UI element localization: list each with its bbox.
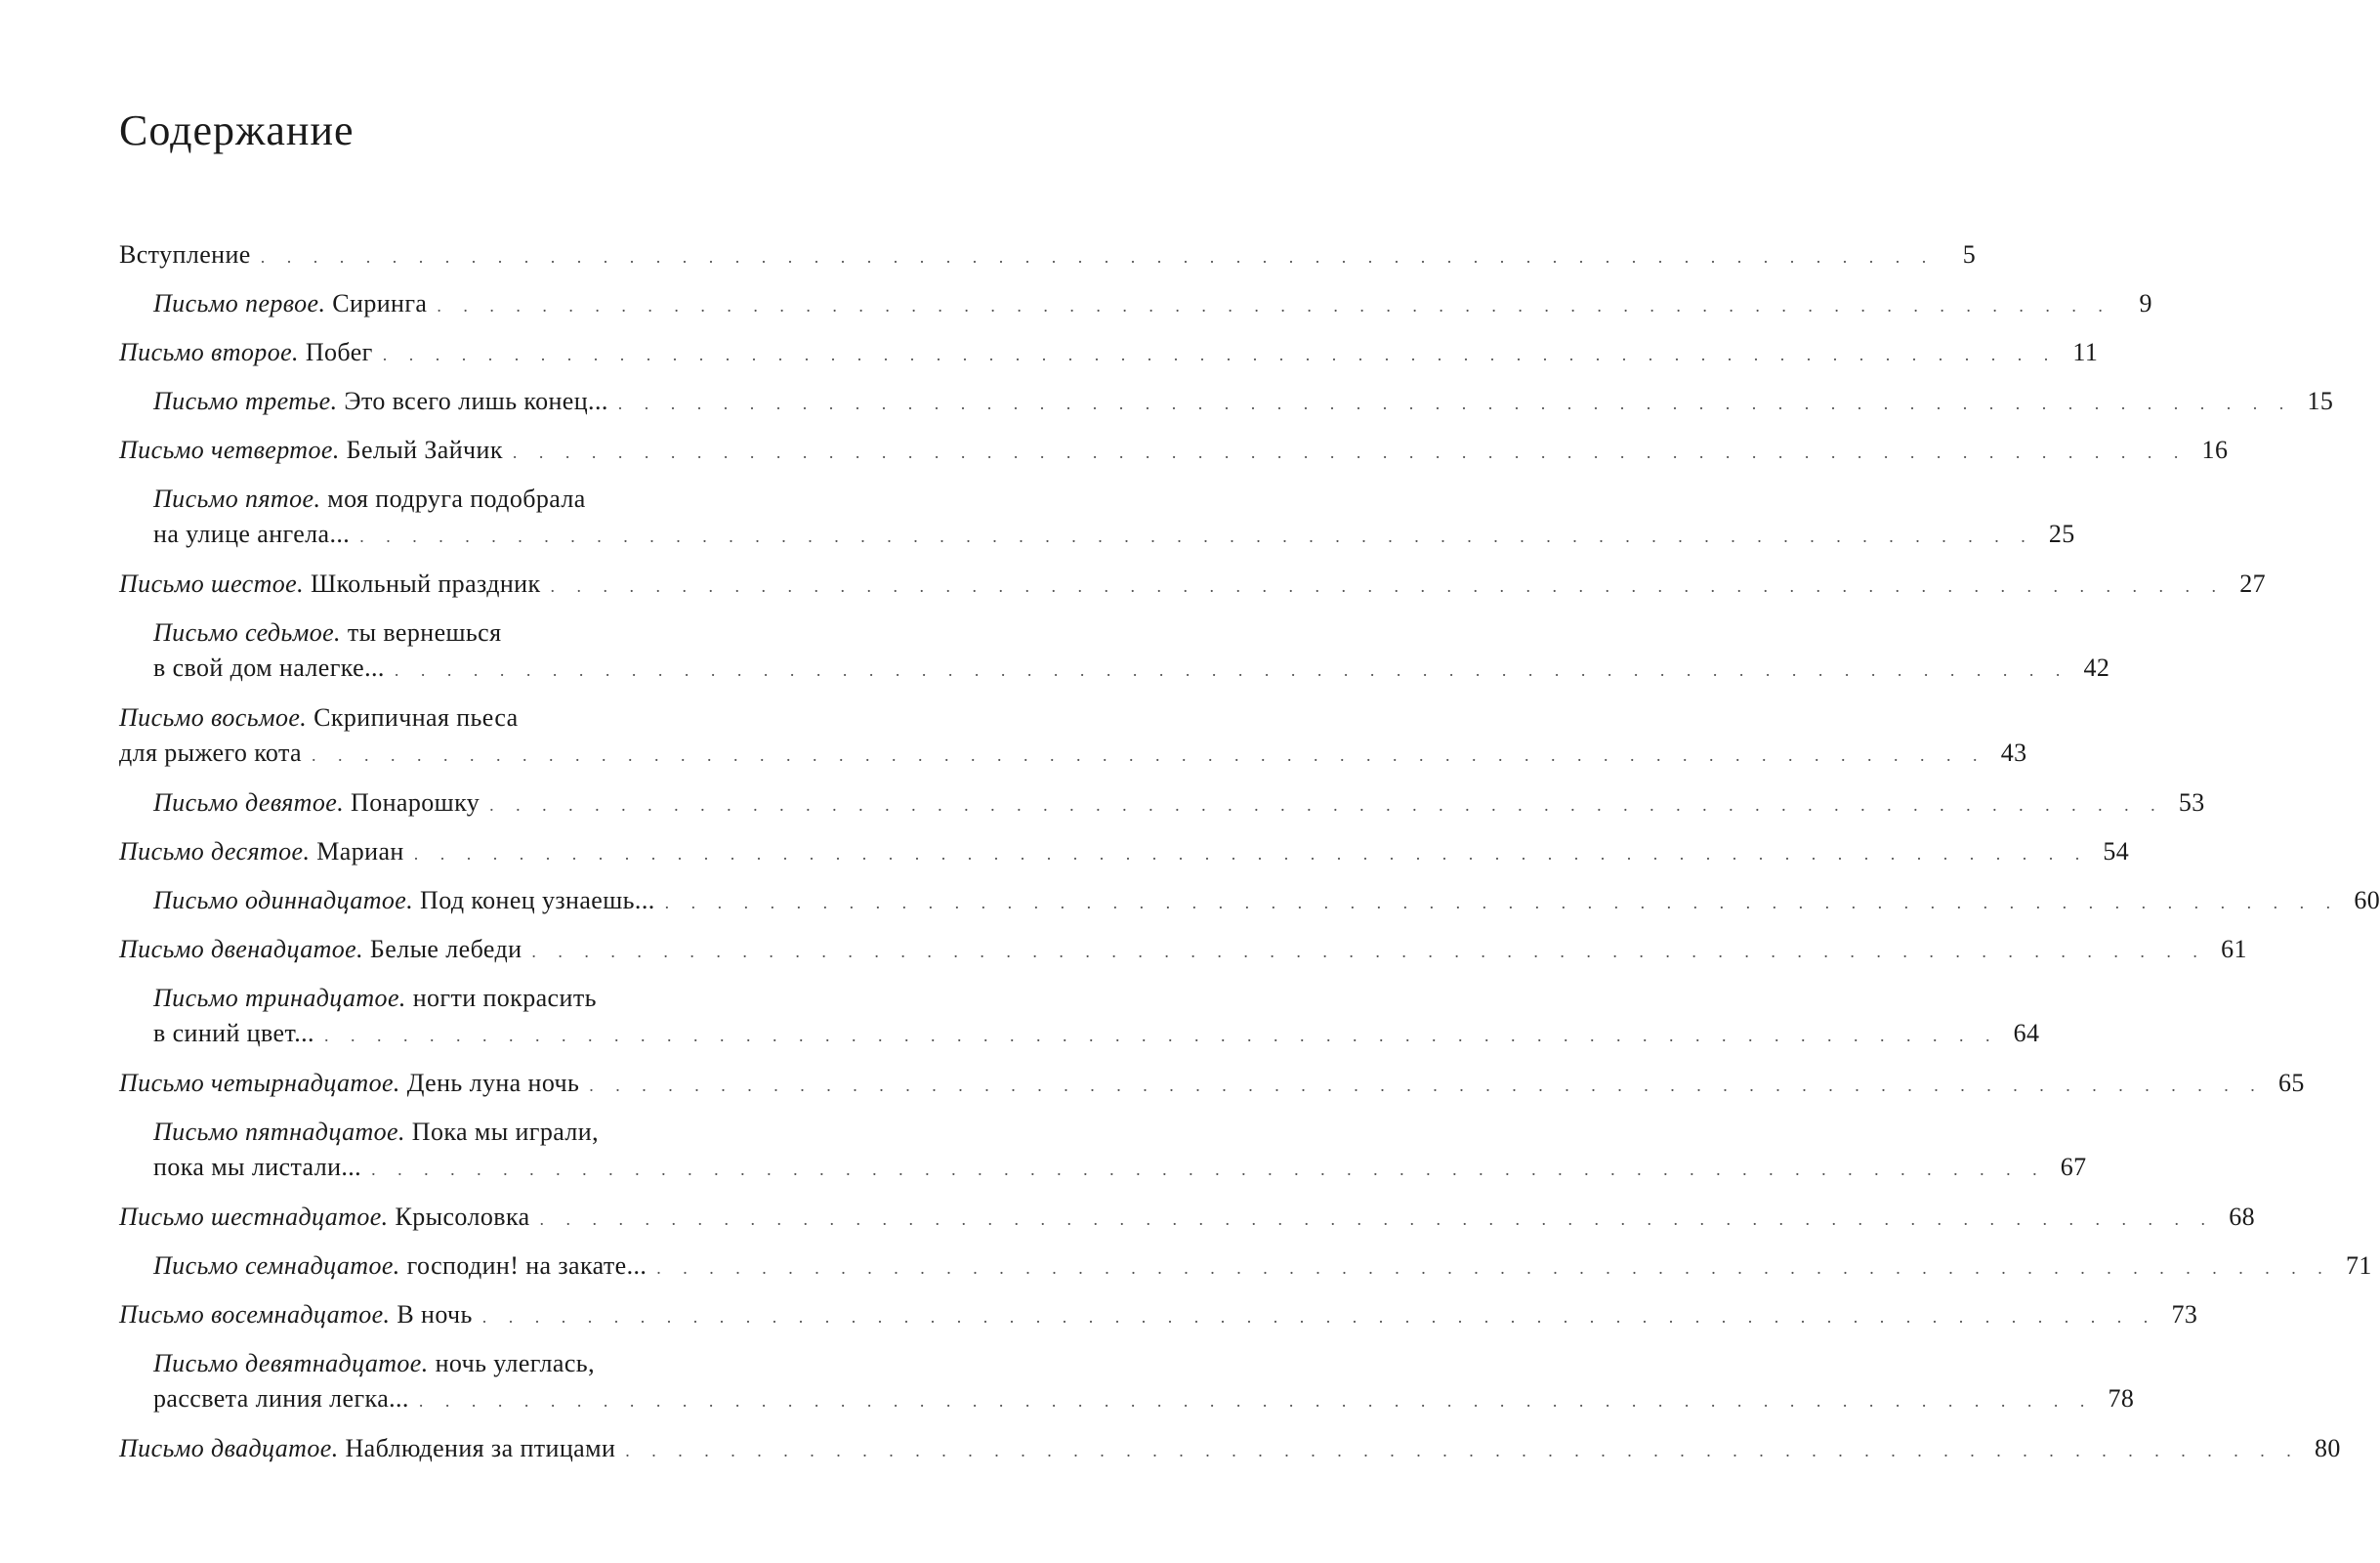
entry-title: Это всего лишь конец... xyxy=(344,387,608,415)
page-number: 71 xyxy=(2345,1251,2372,1280)
dot-leader: . . . . . . . . . . . . . . . . . . . . . . . . . . . . . . . . . . . . . . . . . . . . . . . . . . . . . . . . . . . . . . . . xyxy=(260,247,1936,267)
entry-title: Скрипичная пьеса xyxy=(313,703,519,732)
entry-title: господин! на закате... xyxy=(406,1251,647,1280)
toc-entry xyxy=(119,237,1977,273)
page-number: 64 xyxy=(2013,1019,2040,1047)
dot-leader: . . . . . . . . . . . . . . . . . . . . . . . . . . . . . . . . . . . . . . . . . . . . . . . . . . . . . . . . . . . . . . . . xyxy=(489,795,2164,815)
page-number: 25 xyxy=(2048,520,2075,548)
page-number: 53 xyxy=(2178,788,2205,817)
entry-title: Вступление xyxy=(119,240,251,269)
entry-letter-label: Письмо второе. xyxy=(119,338,299,366)
dot-leader: . . . . . . . . . . . . . . . . . . . . . . . . . . . . . . . . . . . . . . . . . . . . . . . . . . . . . . . . . . . . . . . . xyxy=(539,1209,2215,1229)
dot-leader: . . . . . . . . . . . . . . . . . . . . . . . . . . . . . . . . . . . . . . . . . . . . . . . . . . . . . . . . . . . . . . . . xyxy=(413,844,2089,864)
toc-entry xyxy=(119,932,2247,967)
entry-letter-label: Письмо шестнадцатое. xyxy=(119,1203,389,1231)
page-number: 54 xyxy=(2103,837,2130,866)
entry-letter-label: Письмо тринадцатое. xyxy=(153,984,406,1012)
entry-title: Белые лебеди xyxy=(369,935,522,963)
toc-entry xyxy=(119,1431,2341,1466)
entry-letter-label: Письмо двадцатое. xyxy=(119,1434,339,1462)
toc-entry xyxy=(119,981,2040,1051)
dot-leader: . . . . . . . . . . . . . . . . . . . . . . . . . . . . . . . . . . . . . . . . . . . . . . . . . . . . . . . . . . . . . . . . xyxy=(371,1160,2046,1179)
entry-title: Сиринга xyxy=(332,289,428,317)
toc-entry xyxy=(119,1346,2135,1416)
entry-title: Понарошку xyxy=(351,788,480,817)
entry-letter-label: Письмо семнадцатое. xyxy=(153,1251,400,1280)
entry-title: пока мы листали... xyxy=(153,1153,362,1181)
dot-leader: . . . . . . . . . . . . . . . . . . . . . . . . . . . . . . . . . . . . . . . . . . . . . . . . . . . . . . . . . . . . . . . . xyxy=(656,1258,2331,1278)
table-of-contents xyxy=(119,237,2380,1480)
toc-entry xyxy=(119,335,2099,370)
entry-letter-label: Письмо третье. xyxy=(153,387,338,415)
page-number: 68 xyxy=(2229,1203,2256,1231)
entry-title: Под конец узнаешь... xyxy=(420,886,655,914)
page-number: 42 xyxy=(2083,654,2110,682)
toc-entry xyxy=(119,1115,2087,1185)
dot-leader: . . . . . . . . . . . . . . . . . . . . . . . . . . . . . . . . . . . . . . . . . . . . . . . . . . . . . . . . . . . . . . . . xyxy=(550,576,2226,596)
entry-letter-label: Письмо пятое. xyxy=(153,485,321,513)
page-number: 43 xyxy=(2000,739,2027,767)
toc-entry xyxy=(119,567,2267,602)
entry-title: ногти покрасить xyxy=(412,984,597,1012)
entry-title: Побег xyxy=(305,338,373,366)
entry-title: Школьный праздник xyxy=(310,570,541,598)
toc-entry xyxy=(119,785,2205,821)
dot-leader: . . . . . . . . . . . . . . . . . . . . . . . . . . . . . . . . . . . . . . . . . . . . . . . . . . . . . . . . . . . . . . . . xyxy=(382,345,2058,364)
toc-entry xyxy=(119,1066,2305,1101)
toc-entry xyxy=(119,433,2229,468)
entry-letter-label: Письмо одиннадцатое. xyxy=(153,886,414,914)
page-number: 5 xyxy=(1962,240,1977,269)
toc-entry xyxy=(119,482,2075,552)
toc-entry xyxy=(119,834,2130,869)
entry-title: рассвета линия легка... xyxy=(153,1384,409,1413)
entry-title: в свой дом налегке... xyxy=(153,654,385,682)
entry-letter-label: Письмо двенадцатое. xyxy=(119,935,364,963)
toc-entry xyxy=(119,286,2152,321)
dot-leader: . . . . . . . . . . . . . . . . . . . . . . . . . . . . . . . . . . . . . . . . . . . . . . . . . . . . . . . . . . . . . . . . xyxy=(359,527,2034,546)
page-number: 9 xyxy=(2139,289,2152,317)
entry-title: Мариан xyxy=(316,837,404,866)
page-number: 16 xyxy=(2201,436,2229,464)
dot-leader: . . . . . . . . . . . . . . . . . . . . . . . . . . . . . . . . . . . . . . . . . . . . . . . . . . . . . . . . . . . . . . . . xyxy=(437,296,2111,316)
entry-letter-label: Письмо восьмое. xyxy=(119,703,308,732)
entry-letter-label: Письмо девятнадцатое. xyxy=(153,1349,429,1377)
entry-title: для рыжего кота xyxy=(119,739,302,767)
page-number: 73 xyxy=(2171,1300,2198,1329)
entry-title: В ночь xyxy=(397,1300,473,1329)
entry-letter-label: Письмо четвертое. xyxy=(119,436,340,464)
entry-title: Пока мы играли, xyxy=(411,1118,600,1146)
entry-letter-label: Письмо седьмое. xyxy=(153,618,341,647)
dot-leader: . . . . . . . . . . . . . . . . . . . . . . . . . . . . . . . . . . . . . . . . . . . . . . . . . . . . . . . . . . . . . . . . xyxy=(664,893,2340,912)
dot-leader: . . . . . . . . . . . . . . . . . . . . . . . . . . . . . . . . . . . . . . . . . . . . . . . . . . . . . . . . . . . . . . . . xyxy=(625,1441,2300,1460)
entry-title: на улице ангела... xyxy=(153,520,351,548)
dot-leader: . . . . . . . . . . . . . . . . . . . . . . . . . . . . . . . . . . . . . . . . . . . . . . . . . . . . . . . . . . . . . . . . xyxy=(481,1307,2157,1327)
page-number: 27 xyxy=(2239,570,2267,598)
entry-title: Белый Зайчик xyxy=(346,436,503,464)
toc-entry xyxy=(119,1248,2372,1284)
page-number: 11 xyxy=(2072,338,2099,366)
dot-leader: . . . . . . . . . . . . . . . . . . . . . . . . . . . . . . . . . . . . . . . . . . . . . . . . . . . . . . . . . . . . . . . . xyxy=(323,1026,1999,1045)
page-number: 78 xyxy=(2108,1384,2135,1413)
toc-entry xyxy=(119,1200,2256,1235)
dot-leader: . . . . . . . . . . . . . . . . . . . . . . . . . . . . . . . . . . . . . . . . . . . . . . . . . . . . . . . . . . . . . . . . xyxy=(394,660,2069,680)
toc-entry xyxy=(119,615,2110,686)
entry-title: Наблюдения за птицами xyxy=(345,1434,616,1462)
entry-letter-label: Письмо шестое. xyxy=(119,570,305,598)
entry-letter-label: Письмо восемнадцатое. xyxy=(119,1300,391,1329)
dot-leader: . . . . . . . . . . . . . . . . . . . . . . . . . . . . . . . . . . . . . . . . . . . . . . . . . . . . . . . . . . . . . . . . xyxy=(531,942,2206,961)
dot-leader: . . . . . . . . . . . . . . . . . . . . . . . . . . . . . . . . . . . . . . . . . . . . . . . . . . . . . . . . . . . . . . . . xyxy=(589,1076,2264,1095)
entry-letter-label: Письмо четырнадцатое. xyxy=(119,1069,400,1097)
entry-title: моя подруга подобрала xyxy=(327,485,586,513)
page-number: 61 xyxy=(2221,935,2247,963)
dot-leader: . . . . . . . . . . . . . . . . . . . . . . . . . . . . . . . . . . . . . . . . . . . . . . . . . . . . . . . . . . . . . . . . xyxy=(418,1391,2094,1411)
dot-leader: . . . . . . . . . . . . . . . . . . . . . . . . . . . . . . . . . . . . . . . . . . . . . . . . . . . . . . . . . . . . . . . . xyxy=(617,394,2293,413)
entry-title: в синий цвет... xyxy=(153,1019,314,1047)
toc-entry xyxy=(119,384,2334,419)
dot-leader: . . . . . . . . . . . . . . . . . . . . . . . . . . . . . . . . . . . . . . . . . . . . . . . . . . . . . . . . . . . . . . . . xyxy=(512,443,2188,462)
page-number: 60 xyxy=(2354,886,2380,914)
entry-title: День луна ночь xyxy=(406,1069,580,1097)
toc-entry xyxy=(119,883,2380,918)
entry-letter-label: Письмо первое. xyxy=(153,289,326,317)
page-number: 15 xyxy=(2307,387,2334,415)
page-number: 80 xyxy=(2314,1434,2341,1462)
entry-letter-label: Письмо пятнадцатое. xyxy=(153,1118,405,1146)
dot-leader: . . . . . . . . . . . . . . . . . . . . . . . . . . . . . . . . . . . . . . . . . . . . . . . . . . . . . . . . . . . . . . . . xyxy=(312,745,1986,765)
toc-entry xyxy=(119,700,2027,771)
entry-title: ты вернешься xyxy=(347,618,502,647)
entry-letter-label: Письмо десятое. xyxy=(119,837,311,866)
entry-title: Крысоловка xyxy=(395,1203,530,1231)
page-number: 67 xyxy=(2060,1153,2087,1181)
page-number: 65 xyxy=(2277,1069,2305,1097)
toc-entry xyxy=(119,1297,2198,1332)
entry-letter-label: Письмо девятое. xyxy=(153,788,345,817)
entry-title: ночь улеглась, xyxy=(435,1349,595,1377)
page-title: Содержание xyxy=(119,106,355,154)
